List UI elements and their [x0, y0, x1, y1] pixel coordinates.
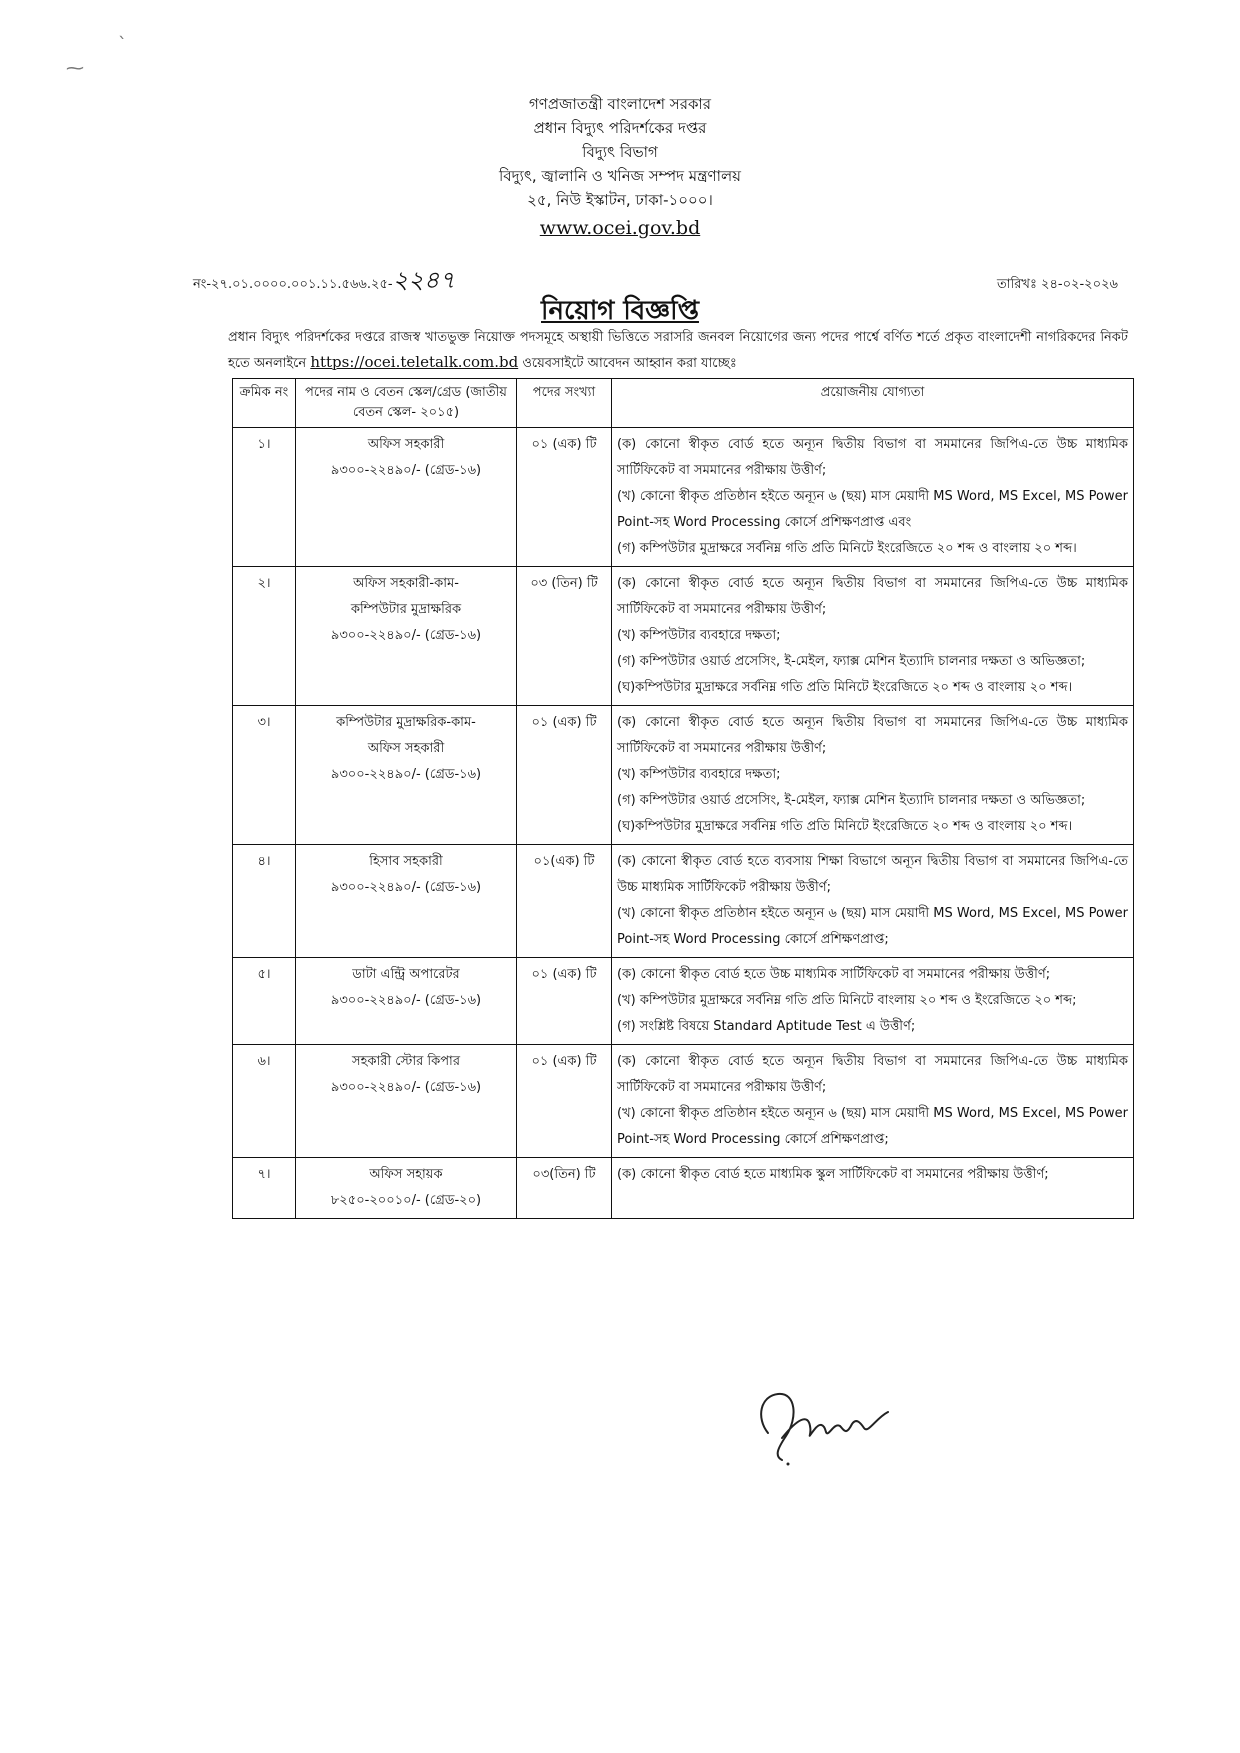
row-requirements — [612, 1045, 1134, 1158]
pay-scale: ৯৩০০-২২৪৯০/- (গ্রেড-১৬) — [330, 993, 482, 1008]
row-post-count: ০১ (এক) টি — [517, 706, 612, 845]
post-name: অফিস সহকারী-কাম- — [353, 576, 459, 591]
requirement-item: (ক) কোনো স্বীকৃত বোর্ড হতে অন্যূন দ্বিতীয় বিভাগ বা সমমানের জিপিএ-তে উচ্চ মাধ্যমিক সার্টিফিকেট বা সমমানের পরীক্ষায় উত্তীর্ণ; — [617, 437, 1128, 478]
header-count: পদের সংখ্যা — [517, 379, 612, 428]
row-serial: ৪। — [233, 845, 296, 958]
post-name: সহকারী স্টোর কিপার — [352, 1054, 460, 1069]
post-name: অফিস সহকারী — [367, 741, 445, 756]
table-row — [233, 958, 1134, 1045]
requirement-item: (গ) কম্পিউটার ওয়ার্ড প্রসেসিং, ই-মেইল, ফ্যাক্স মেশিন ইত্যাদি চালনার দক্ষতা ও অভিজ্ঞতা; — [617, 654, 1086, 669]
intro-paragraph — [228, 326, 1128, 376]
post-name: কম্পিউটার মুদ্রাক্ষরিক-কাম- — [336, 715, 476, 730]
intro-text: প্রধান বিদ্যুৎ পরিদর্শকের দপ্তরে রাজস্ব খাতভুক্ত নিয়োক্ত পদসমূহে অস্থায়ী ভিত্তিতে সরাসরি জনবল নিয়োগের জন্য পদের পার্শ্বে বর্ণিত শর্তে প্রকৃত বাংলাদেশী নাগরিকদের নিকট হতে অনলাইনে — [228, 330, 1128, 371]
requirement-item: (খ) কম্পিউটার মুদ্রাক্ষরে সর্বনিম্ন গতি প্রতি মিনিটে বাংলায় ২০ শব্দ ও ইংরেজিতে ২০ শব্দ; — [617, 993, 1077, 1008]
row-serial: ৫। — [233, 958, 296, 1045]
pay-scale: ৯৩০০-২২৪৯০/- (গ্রেড-১৬) — [330, 767, 482, 782]
requirement-item: (ক) কোনো স্বীকৃত বোর্ড হতে উচ্চ মাধ্যমিক সার্টিফিকেট বা সমমানের পরীক্ষায় উত্তীর্ণ; — [617, 967, 1051, 982]
header-requirements: প্রয়োজনীয় যোগ্যতা — [612, 379, 1134, 428]
scan-mark: ˋ — [118, 34, 127, 55]
table-row — [233, 845, 1134, 958]
table-row — [233, 567, 1134, 706]
table-header-row — [233, 379, 1134, 428]
requirement-item: (খ) কম্পিউটার ব্যবহারে দক্ষতা; — [617, 767, 781, 782]
post-name: হিসাব সহকারী — [369, 854, 443, 869]
requirement-item: (ক) কোনো স্বীকৃত বোর্ড হতে মাধ্যমিক স্কুল সার্টিফিকেট বা সমমানের পরীক্ষায় উত্তীর্ণ; — [617, 1167, 1049, 1182]
reference-handwritten: ২২৪৭ — [392, 266, 455, 294]
post-name: অফিস সহকারী — [367, 437, 445, 452]
pay-scale: ৯৩০০-২২৪৯০/- (গ্রেড-১৬) — [330, 1080, 482, 1095]
pay-scale: ৮২৫০-২০০১০/- (গ্রেড-২০) — [330, 1193, 482, 1208]
row-post-count: ০১ (এক) টি — [517, 958, 612, 1045]
row-serial: ২। — [233, 567, 296, 706]
pay-scale: ৯৩০০-২২৪৯০/- (গ্রেড-১৬) — [330, 463, 482, 478]
requirement-item: (ঘ)কম্পিউটার মুদ্রাক্ষরে সর্বনিম্ন গতি প্রতি মিনিটে ইংরেজিতে ২০ শব্দ ও বাংলায় ২০ শব্দ। — [617, 819, 1073, 834]
row-requirements — [612, 1158, 1134, 1219]
requirement-item: (খ) কোনো স্বীকৃত প্রতিষ্ঠান হইতে অন্যূন ৬ (ছয়) মাস মেয়াদী MS Word, MS Excel, MS Power Point-সহ Word Processing কোর্সে প্রশিক্ষণপ্রাপ্ত; — [617, 906, 1128, 947]
row-post-count: ০১(এক) টি — [517, 845, 612, 958]
post-name: ডাটা এন্ট্রি অপারেটর — [352, 967, 460, 982]
requirement-item: (ঘ)কম্পিউটার মুদ্রাক্ষরে সর্বনিম্ন গতি প্রতি মিনিটে ইংরেজিতে ২০ শব্দ ও বাংলায় ২০ শব্দ। — [617, 680, 1073, 695]
letterhead — [0, 92, 1240, 241]
row-requirements — [612, 958, 1134, 1045]
page-title: নিয়োগ বিজ্ঞপ্তি — [541, 296, 699, 326]
row-requirements — [612, 428, 1134, 567]
table-row — [233, 1158, 1134, 1219]
row-serial: ৬। — [233, 1045, 296, 1158]
letterhead-line: গণপ্রজাতন্ত্রী বাংলাদেশ সরকার — [528, 95, 712, 113]
pay-scale: ৯৩০০-২২৪৯০/- (গ্রেড-১৬) — [330, 628, 482, 643]
row-requirements — [612, 567, 1134, 706]
pay-scale: ৯৩০০-২২৪৯০/- (গ্রেড-১৬) — [330, 880, 482, 895]
requirement-item: (গ) কম্পিউটার মুদ্রাক্ষরে সর্বনিম্ন গতি প্রতি মিনিটে ইংরেজিতে ২০ শব্দ ও বাংলায় ২০ শব্দ। — [617, 541, 1077, 556]
letterhead-line: বিদ্যুৎ, জ্বালানি ও খনিজ সম্পদ মন্ত্রণালয় — [499, 167, 741, 185]
row-post-count: ০১ (এক) টি — [517, 428, 612, 567]
requirement-item: (ক) কোনো স্বীকৃত বোর্ড হতে ব্যবসায় শিক্ষা বিভাগে অন্যূন দ্বিতীয় বিভাগ বা সমমানের জিপিএ-তে উচ্চ মাধ্যমিক সার্টিফিকেট পরীক্ষায় উত্তীর্ণ; — [617, 854, 1128, 895]
row-serial: ৭। — [233, 1158, 296, 1219]
requirement-item: (ক) কোনো স্বীকৃত বোর্ড হতে অন্যূন দ্বিতীয় বিভাগ বা সমমানের জিপিএ-তে উচ্চ মাধ্যমিক সার্টিফিকেট বা সমমানের পরীক্ষায় উত্তীর্ণ; — [617, 1054, 1128, 1095]
table-body — [233, 428, 1134, 1219]
requirement-item: (গ) কম্পিউটার ওয়ার্ড প্রসেসিং, ই-মেইল, ফ্যাক্স মেশিন ইত্যাদি চালনার দক্ষতা ও অভিজ্ঞতা; — [617, 793, 1086, 808]
row-post — [296, 1158, 517, 1219]
requirement-item: (খ) কোনো স্বীকৃত প্রতিষ্ঠান হইতে অন্যূন ৬ (ছয়) মাস মেয়াদী MS Word, MS Excel, MS Power Point-সহ Word Processing কোর্সে প্রশিক্ষণপ্রাপ্ত এবং — [617, 489, 1128, 530]
row-post — [296, 706, 517, 845]
letterhead-line: ২৫, নিউ ইস্কাটন, ঢাকা-১০০০। — [527, 191, 713, 209]
requirement-item: (খ) কোনো স্বীকৃত প্রতিষ্ঠান হইতে অন্যূন ৬ (ছয়) মাস মেয়াদী MS Word, MS Excel, MS Power Point-সহ Word Processing কোর্সে প্রশিক্ষণপ্রাপ্ত; — [617, 1106, 1128, 1147]
letterhead-line: প্রধান বিদ্যুৎ পরিদর্শকের দপ্তর — [533, 119, 707, 137]
row-post — [296, 958, 517, 1045]
row-post — [296, 1045, 517, 1158]
requirement-item: (খ) কম্পিউটার ব্যবহারে দক্ষতা; — [617, 628, 781, 643]
signature — [748, 1378, 898, 1468]
reference-prefix: নং-২৭.০১.০০০০.০০১.১১.৫৬৬.২৫- — [193, 277, 393, 292]
row-post — [296, 845, 517, 958]
post-name: অফিস সহায়ক — [369, 1167, 443, 1182]
row-post-count: ০১ (এক) টি — [517, 1045, 612, 1158]
row-post-count: ০৩(তিন) টি — [517, 1158, 612, 1219]
table-row — [233, 1045, 1134, 1158]
scan-mark: ⁓ — [66, 58, 84, 79]
header-serial: ক্রমিক নং — [233, 379, 296, 428]
row-requirements — [612, 845, 1134, 958]
letterhead-line: বিদ্যুৎ বিভাগ — [582, 143, 658, 161]
row-requirements — [612, 706, 1134, 845]
post-name: কম্পিউটার মুদ্রাক্ষরিক — [350, 602, 462, 617]
website-link[interactable]: www.ocei.gov.bd — [539, 217, 701, 239]
row-post — [296, 567, 517, 706]
requirement-item: (ক) কোনো স্বীকৃত বোর্ড হতে অন্যূন দ্বিতীয় বিভাগ বা সমমানের জিপিএ-তে উচ্চ মাধ্যমিক সার্টিফিকেট বা সমমানের পরীক্ষায় উত্তীর্ণ; — [617, 715, 1128, 756]
table-row — [233, 706, 1134, 845]
requirement-item: (ক) কোনো স্বীকৃত বোর্ড হতে অন্যূন দ্বিতীয় বিভাগ বা সমমানের জিপিএ-তে উচ্চ মাধ্যমিক সার্টিফিকেট বা সমমানের পরীক্ষায় উত্তীর্ণ; — [617, 576, 1128, 617]
row-serial: ১। — [233, 428, 296, 567]
row-serial: ৩। — [233, 706, 296, 845]
intro-text-end: ওয়েবসাইটে আবেদন আহ্বান করা যাচ্ছেঃ — [522, 356, 737, 371]
memo-date: তারিখঃ ২৪-০২-২০২৬ — [997, 277, 1118, 292]
header-post: পদের নাম ও বেতন স্কেল/গ্রেড (জাতীয় বেতন স্কেল- ২০১৫) — [296, 379, 517, 428]
row-post-count: ০৩ (তিন) টি — [517, 567, 612, 706]
table-row — [233, 428, 1134, 567]
requirement-item: (গ) সংশ্লিষ্ট বিষয়ে Standard Aptitude Test এ উত্তীর্ণ; — [617, 1019, 916, 1034]
row-post — [296, 428, 517, 567]
vacancy-table — [232, 378, 1134, 1219]
apply-url-link[interactable]: https://ocei.teletalk.com.bd — [310, 353, 519, 371]
